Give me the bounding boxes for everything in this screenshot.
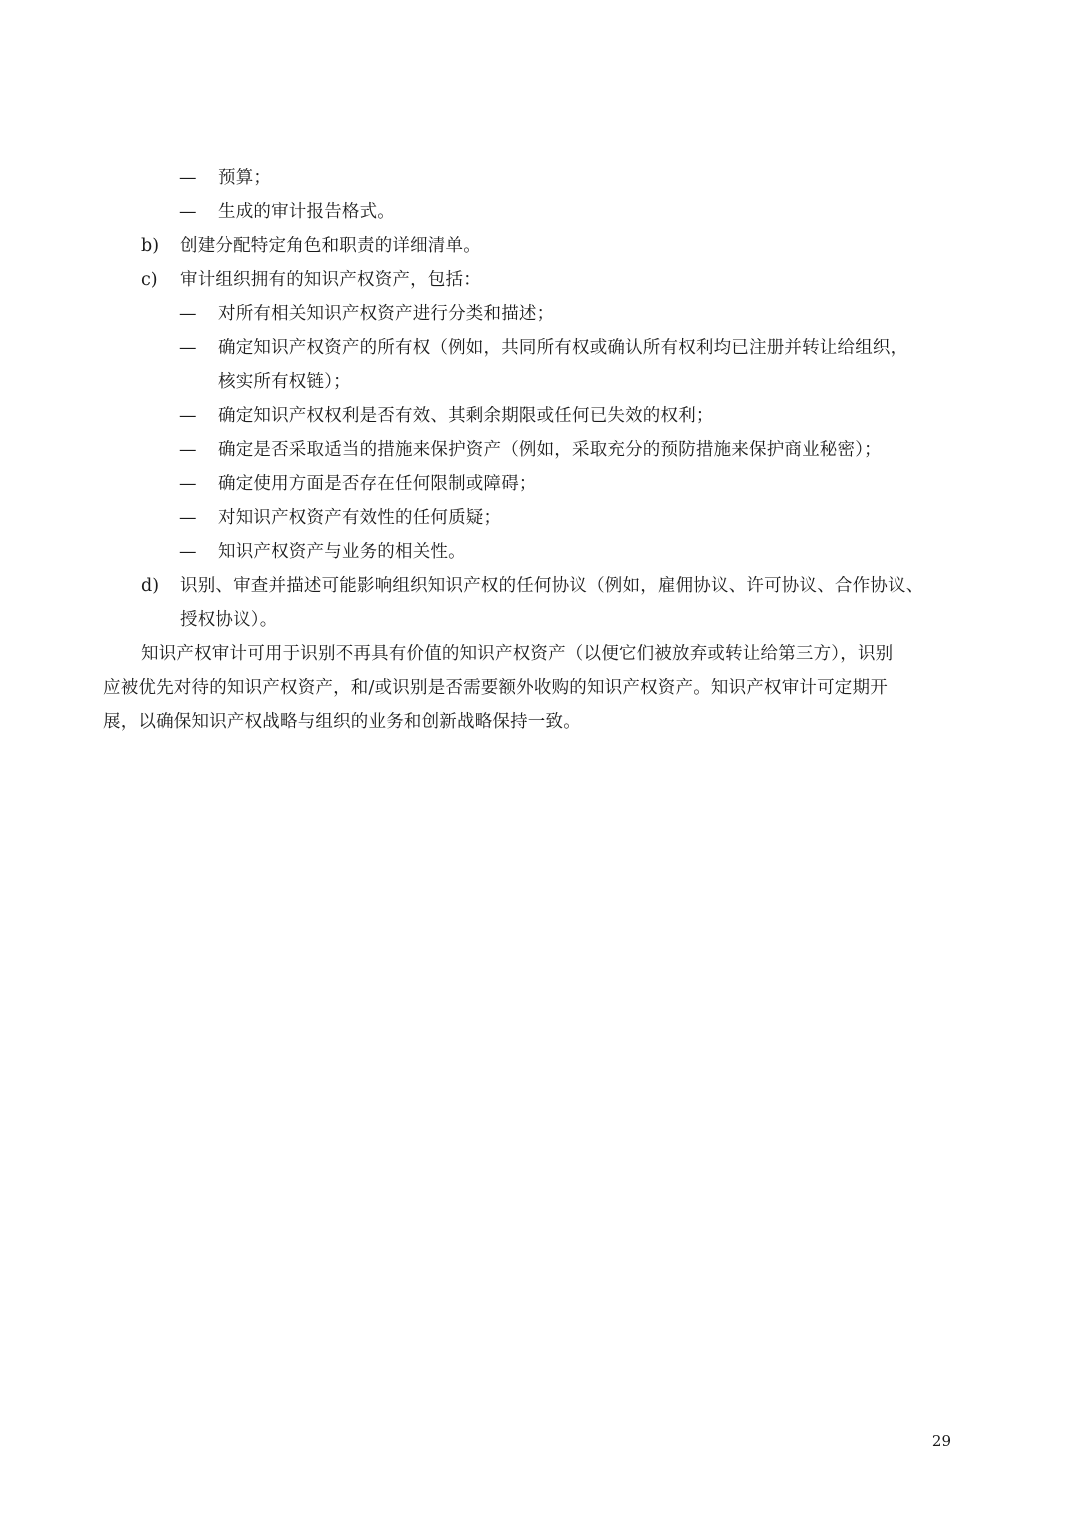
list-item: 对所有相关知识产权资产进行分类和描述； xyxy=(218,304,555,324)
page-number: 29 xyxy=(931,1432,951,1450)
list-item: 确定是否采取适当的措施来保护资产（例如，采取充分的预防措施来保护商业秘密）； xyxy=(218,440,882,460)
list-dash: — xyxy=(179,304,197,324)
list-item: 预算； xyxy=(218,168,272,188)
list-dash: — xyxy=(179,508,197,528)
paragraph-line: 知识产权审计可用于识别不再具有价值的知识产权资产（以便它们被放弃或转让给第三方），识别 xyxy=(141,644,894,664)
list-item-continuation: 授权协议）。 xyxy=(180,610,278,630)
list-item: 生成的审计报告格式。 xyxy=(218,202,395,222)
list-item: 确定知识产权资产的所有权（例如，共同所有权或确认所有权利均已注册并转让给组织， xyxy=(218,338,909,358)
list-item: 创建分配特定角色和职责的详细清单。 xyxy=(180,236,481,256)
list-dash: — xyxy=(179,474,197,494)
list-item: 审计组织拥有的知识产权资产，包括： xyxy=(180,270,481,290)
list-item: 确定使用方面是否存在任何限制或障碍； xyxy=(218,474,537,494)
list-item: 识别、审查并描述可能影响组织知识产权的任何协议（例如，雇佣协议、许可协议、合作协议、 xyxy=(180,576,924,596)
list-marker: c) xyxy=(141,270,158,290)
list-dash: — xyxy=(179,338,197,358)
list-dash: — xyxy=(179,168,197,188)
list-item: 确定知识产权权利是否有效、其剩余期限或任何已失效的权利； xyxy=(218,406,714,426)
list-dash: — xyxy=(179,202,197,222)
paragraph-line: 展，以确保知识产权战略与组织的业务和创新战略保持一致。 xyxy=(103,712,581,732)
list-marker: d) xyxy=(141,576,160,596)
paragraph-line: 应被优先对待的知识产权资产，和/或识别是否需要额外收购的知识产权资产。知识产权审计可定期开 xyxy=(103,678,888,698)
list-item: 对知识产权资产有效性的任何质疑； xyxy=(218,508,502,528)
list-dash: — xyxy=(179,440,197,460)
list-item-continuation: 核实所有权链）； xyxy=(218,372,351,392)
list-dash: — xyxy=(179,542,197,562)
list-item: 知识产权资产与业务的相关性。 xyxy=(218,542,466,562)
list-dash: — xyxy=(179,406,197,426)
list-marker: b) xyxy=(141,236,160,256)
